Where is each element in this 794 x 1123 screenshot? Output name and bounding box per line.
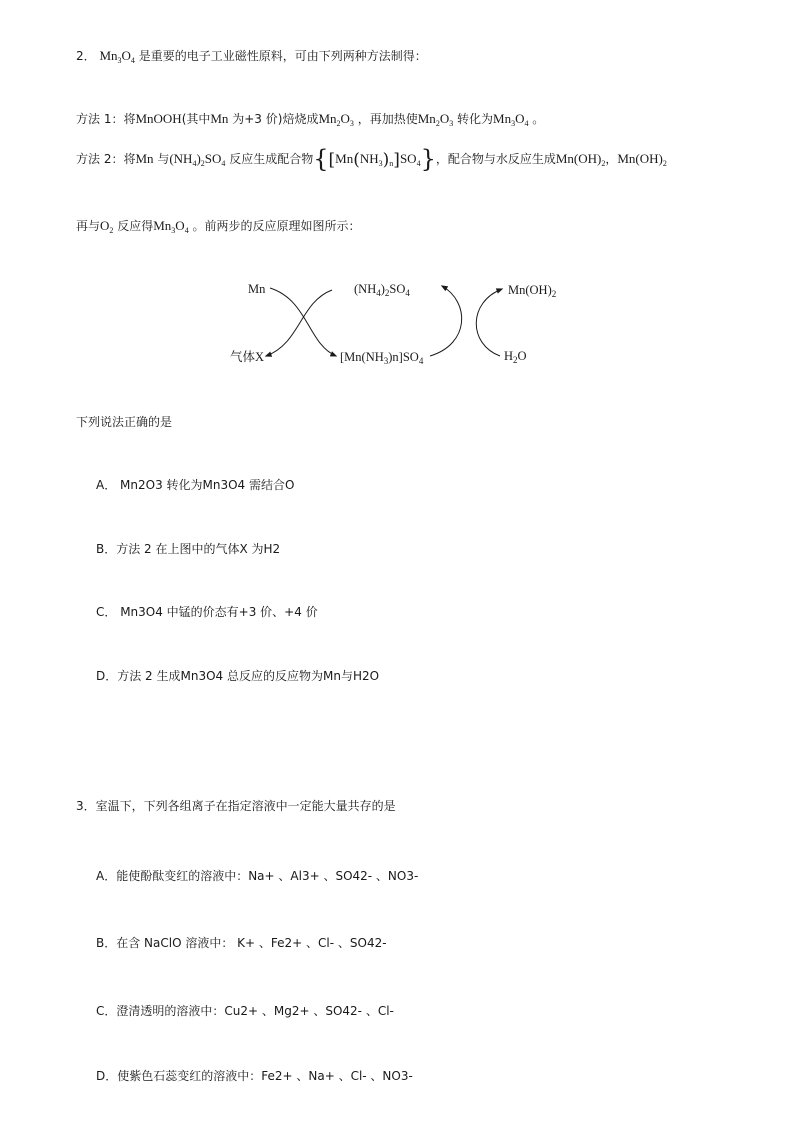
q3-option-d[interactable]: D．使紫色石蕊变红的溶液中：Fe2+ 、Na+ 、Cl- 、NO3- — [96, 1069, 413, 1083]
q2-option-d[interactable]: D．方法 2 生成Mn3O4 总反应的反应物为Mn与H2O — [96, 669, 380, 683]
q2-option-c[interactable]: C． Mn3O4 中锰的价态有+3 价、+4 价 — [96, 605, 318, 619]
q3-option-b[interactable]: B．在含 NaClO 溶液中： K+ 、Fe2+ 、Cl- 、SO42- — [96, 936, 387, 950]
q2-option-b[interactable]: B．方法 2 在上图中的气体X 为H2 — [96, 542, 281, 556]
diagram-label-h2o: $H_2O$ — [504, 349, 527, 365]
arrow-complex-to-salt — [430, 286, 462, 356]
diagram-label-mnoh2: $Mn(OH)_2$ — [508, 283, 557, 299]
arrow-water-to-mnoh2 — [476, 289, 502, 356]
formula-mn3o4: $Mn_3O_4$ — [153, 218, 189, 235]
formula-ammonium-sulfate: $(NH_4)_2SO_4$ — [169, 151, 226, 168]
q2-question: 下列说法正确的是 — [76, 415, 173, 429]
formula-mn2o3: $Mn_2O_3$ — [318, 111, 354, 128]
q3-option-a[interactable]: A．能使酚酞变红的溶液中：Na+ 、Al3+ 、SO42- 、NO3- — [96, 869, 419, 883]
q3-option-c[interactable]: C．澄清透明的溶液中：Cu2+ 、Mg2+ 、SO42- 、Cl- — [96, 1004, 394, 1018]
arrow-mn-to-complex — [270, 288, 336, 356]
formula-complex: $\{[Mn(NH_3)_n]SO_4\}$ — [313, 145, 436, 173]
diagram-label-gas-x: 气体X — [230, 350, 265, 364]
q2-stem: 2． $Mn_3O_4$ 是重要的电子工业磁性原料，可由下列两种方法制得： — [76, 48, 427, 65]
reaction-diagram — [230, 272, 570, 377]
diagram-label-ammonium-sulfate: $(NH_4)_2SO_4$ — [354, 282, 410, 298]
q2-option-a[interactable]: A． Mn2O3 转化为Mn3O4 需结合O — [96, 478, 295, 492]
formula-mn3o4: $Mn_3O_4$ — [493, 111, 529, 128]
diagram-label-complex: $[Mn(NH_3)n]SO_4$ — [340, 350, 424, 366]
formula-mnoh2: $Mn(OH)_2$ — [555, 151, 606, 168]
diagram-label-mn: Mn — [248, 282, 266, 296]
method-2: 方法 2：将Mn 与$(NH_4)_2SO_4$ 反应生成配合物$\{[Mn(NH_3)_n]SO_4\}$，配合物与水反应生成$Mn(OH)_2$，$Mn(OH)_2$ — [76, 145, 667, 173]
formula-mn3o4: $Mn_3O_4$ — [99, 48, 135, 65]
formula-mn2o3: $Mn_2O_3$ — [417, 111, 454, 128]
method-2-continued: 再与$O_2$ 反应得$Mn_3O_4$ 。前两步的反应原理如图所示： — [76, 218, 361, 235]
formula-mnoh2: $Mn(OH)_2$ — [617, 151, 667, 168]
q3-stem: 3．室温下，下列各组离子在指定溶液中一定能大量共存的是 — [76, 799, 396, 813]
method-1: 方法 1：将MnOOH(其中Mn 为+3 价)焙烧成$Mn_2O_3$ ，再加热使$Mn_2O_3$ 转化为$Mn_3O_4$ 。 — [76, 111, 545, 128]
formula-o2: $O_2$ — [100, 218, 114, 235]
